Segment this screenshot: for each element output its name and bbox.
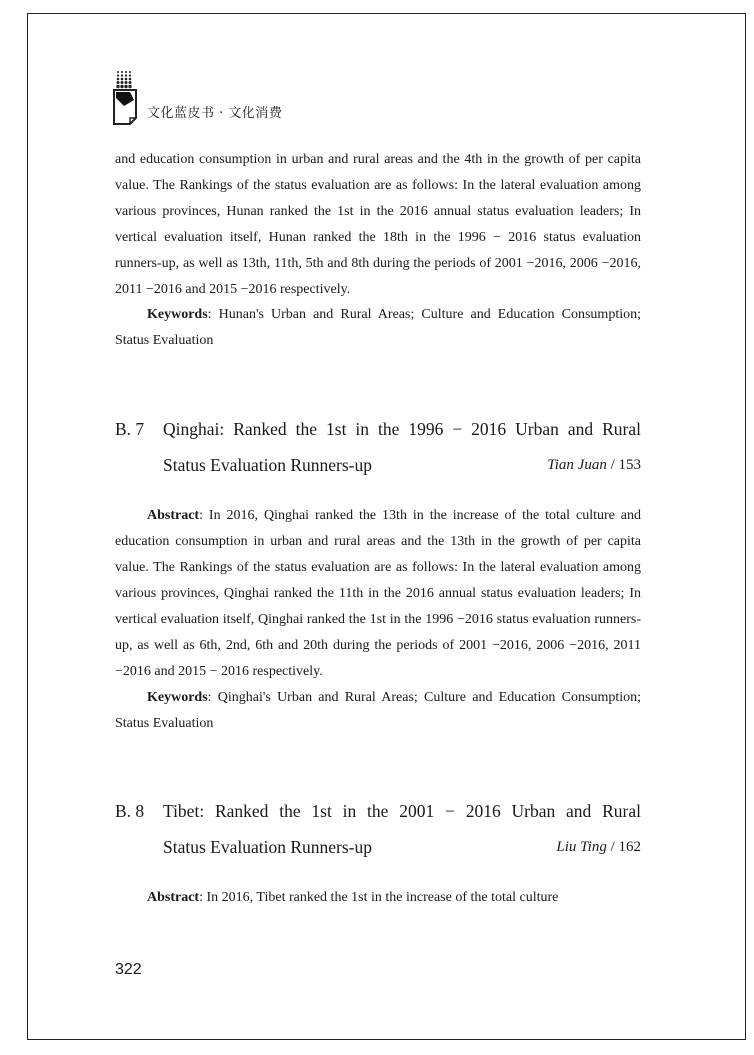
entry-title-line1: Tibet: Ranked the 1st in the 2001 − 2016 Urban and Rural	[163, 801, 641, 822]
abstract-label: Abstract	[147, 890, 200, 906]
author-name: Liu Ting	[556, 839, 607, 856]
abstract-text: : In 2016, Tibet ranked the 1st in the increase of the total culture	[199, 890, 559, 906]
running-header	[112, 70, 372, 126]
page-body	[115, 147, 641, 911]
entry-title-line1: Qinghai: Ranked the 1st in the 1996 − 2016 Urban and Rural	[163, 419, 641, 440]
entry-title	[115, 411, 641, 483]
keywords-text: : Hunan's Urban and Rural Areas; Culture and Education Consumption; Status Evaluation	[115, 307, 641, 349]
entry-title-line2: Status Evaluation Runners-up	[163, 455, 373, 476]
entry-b8	[115, 793, 641, 911]
abstract-label: Abstract	[147, 508, 200, 524]
author-name: Tian Juan	[547, 457, 607, 474]
keywords-label: Keywords	[147, 689, 208, 705]
keywords-paragraph	[115, 685, 641, 737]
entry-number: B. 7	[115, 419, 145, 440]
abstract-paragraph	[115, 503, 641, 684]
series-title: 文化蓝皮书 · 文化消费	[147, 106, 283, 121]
page-ref: / 153	[610, 457, 641, 474]
entry-title-line2: Status Evaluation Runners-up	[163, 837, 373, 858]
page-number: 322	[115, 961, 142, 978]
abstract-paragraph	[115, 885, 641, 911]
bluebook-logo-icon	[112, 70, 140, 126]
entry-title	[115, 793, 641, 865]
keywords-text: : Qinghai's Urban and Rural Areas; Culture and Education Consumption; Status Evaluation	[115, 689, 641, 731]
body-paragraph: and education consumption in urban and rural areas and the 4th in the growth of per capita value. The Rankings of the status evaluation are as follows: In the lateral evaluation among various provinces, Hunan ranked the 1st in the 2016 annual status evaluation leaders; In vertical evaluation itself, Hunan ranked the 18th in the 1996 − 2016 status evaluation runners-up, as well as 13th, 11th, 5th and 8th during the periods of 2001 −2016, 2006 −2016, 2011 −2016 and 2015 −2016 respectively.	[115, 152, 641, 297]
entry-number: B. 8	[115, 801, 145, 822]
abstract-text: : In 2016, Qinghai ranked the 13th in the increase of the total culture and education consumption in urban and rural areas and the 13th in the growth of per capita value. The Rankings of the status evaluation are as follows: In the lateral evaluation among various provinces, Qinghai ranked the 11th in the 2016 annual status evaluation leaders; In vertical evaluation itself, Qinghai ranked the 1st in the 1996 −2016 status evaluation runners-up, as well as 6th, 2nd, 6th and 20th during the periods of 2001 −2016, 2006 −2016, 2011 −2016 and 2015 − 2016 respectively.	[115, 508, 641, 679]
entry-b7	[115, 411, 641, 736]
author-page	[556, 829, 641, 865]
author-page	[547, 447, 641, 483]
page-ref: / 162	[610, 839, 641, 856]
keywords-paragraph	[115, 302, 641, 354]
keywords-label: Keywords	[147, 307, 208, 323]
